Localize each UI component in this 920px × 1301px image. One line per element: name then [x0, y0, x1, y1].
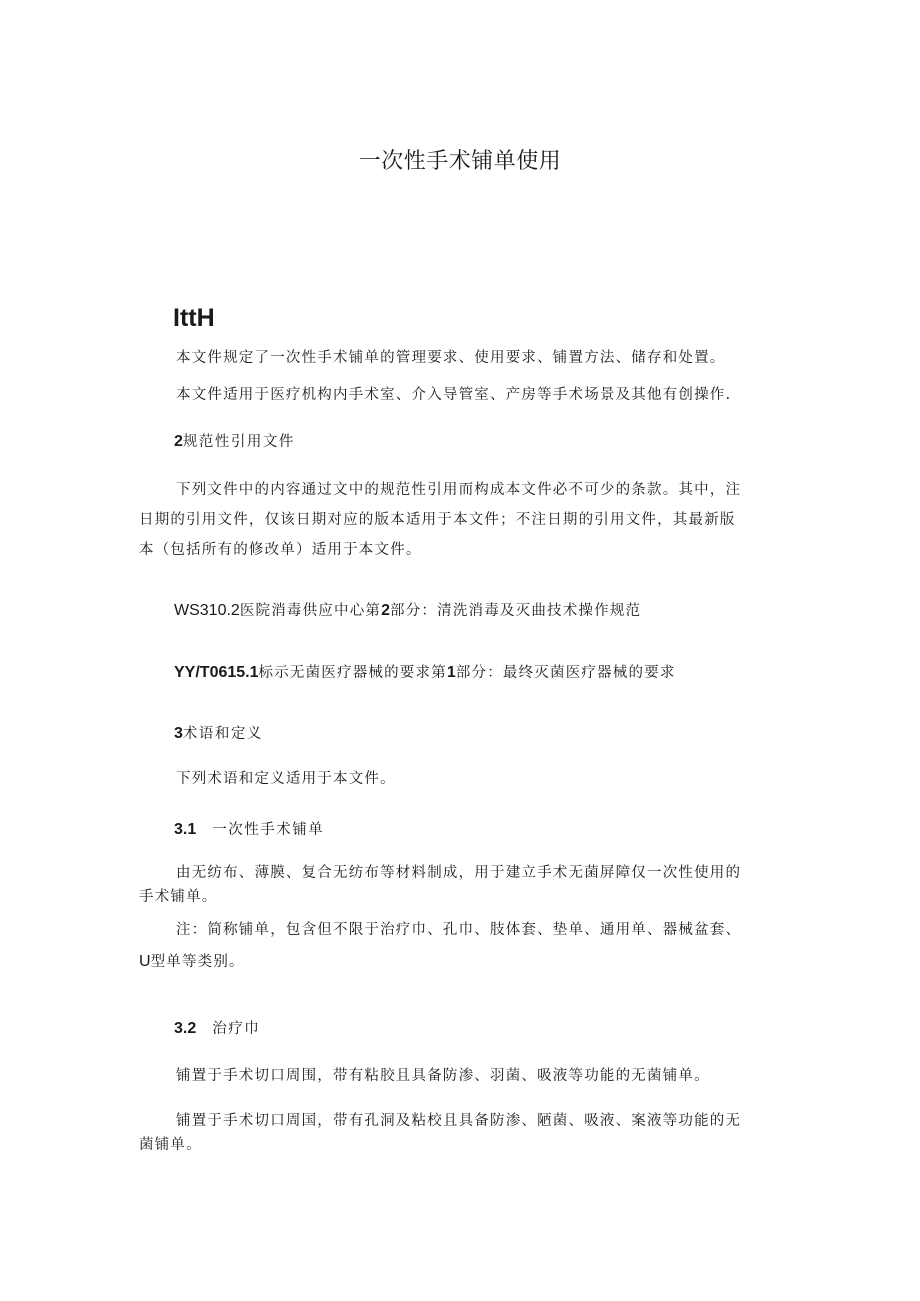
section-3-intro: 下列术语和定义适用于本文件。 [176, 771, 396, 787]
reference-1-code: WS310.2 [174, 602, 240, 619]
term-3-1-title: 一次性手术铺单 [212, 822, 325, 838]
term-3-1-note-text: 型单等类别。 [150, 954, 245, 970]
section-2-intro [139, 475, 742, 565]
section-2-intro-line-2: 日期的引用文件，仅该日期对应的版本适用于本文件；不注日期的引用文件，其最新版 [139, 512, 736, 528]
term-3-2-heading [174, 1017, 260, 1038]
term-3-1-note [139, 915, 742, 977]
reference-2-rest: 部分：最终灭菌医疗器械的要求 [455, 665, 676, 681]
term-3-3-definition-line-1: 铺置于手术切口周国，带有孔洞及粘校且具备防渗、陋菌、吸液、案液等功能的无 [176, 1113, 742, 1129]
scope-paragraph-1: 本文件规定了一次性手术铺单的管理要求、使用要求、铺置方法、储存和处置。 [176, 350, 726, 366]
reference-2-code: YY/T0615.1 [174, 664, 259, 681]
reference-2-title: 标示无菌医疗器械的要求第 [258, 665, 447, 681]
section-2-intro-line-3: 本（包括所有的修改单）适用于本文件。 [139, 542, 422, 558]
normative-reference-2 [174, 658, 676, 688]
term-3-1-note-line-2 [139, 947, 741, 977]
section-2-intro-line-1: 下列文件中的内容通过文中的规范性引用而构成本文件必不可少的条款。其中，注 [176, 482, 742, 498]
term-3-3-definition-line-2: 菌铺单。 [139, 1137, 202, 1153]
section-2-number: 2 [174, 433, 183, 450]
section-3-number: 3 [174, 725, 183, 742]
section-1-heading: IttH [173, 304, 215, 332]
term-3-1-number: 3.1 [174, 821, 197, 838]
term-3-1-heading [174, 818, 324, 839]
term-3-1-definition-line-1: 由无纺布、薄膜、复合无纺布等材料制成，用于建立手术无菌屏障仅一次性使用的 [176, 865, 742, 881]
term-3-2-number: 3.2 [174, 1020, 197, 1037]
reference-1-part-number: 2 [381, 602, 391, 619]
section-2-heading [174, 430, 295, 451]
scope-paragraph-2: 本文件适用于医疗机构内手术室、介入导管室、产房等手术场景及其他有创操作. [176, 387, 732, 403]
term-3-2-title: 治疗巾 [212, 1021, 261, 1037]
reference-2-part-number: 1 [446, 664, 456, 681]
reference-1-title: 医院消毒供应中心第 [239, 603, 382, 619]
document-title: 一次性手术铺单使用 [358, 149, 562, 174]
term-3-2-definition: 铺置于手术切口周围，带有粘胶且具备防渗、羽菌、吸液等功能的无菌铺单。 [176, 1068, 710, 1084]
term-3-3-definition [139, 1106, 742, 1160]
section-3-heading [174, 722, 263, 743]
section-2-title: 规范性引用文件 [182, 434, 295, 450]
normative-reference-1 [174, 596, 641, 626]
reference-1-rest: 部分：清洗消毒及灭曲技术操作规范 [390, 603, 642, 619]
term-3-1-note-prefix: U [139, 953, 151, 970]
term-3-1-note-line-1: 注：简称铺单，包含但不限于治疗巾、孔巾、肢体套、垫单、通用单、器械盆套、 [176, 922, 742, 938]
term-3-1-definition-line-2: 手术铺单。 [139, 889, 218, 905]
section-3-title: 术语和定义 [182, 726, 263, 742]
term-3-1-definition [139, 858, 742, 912]
